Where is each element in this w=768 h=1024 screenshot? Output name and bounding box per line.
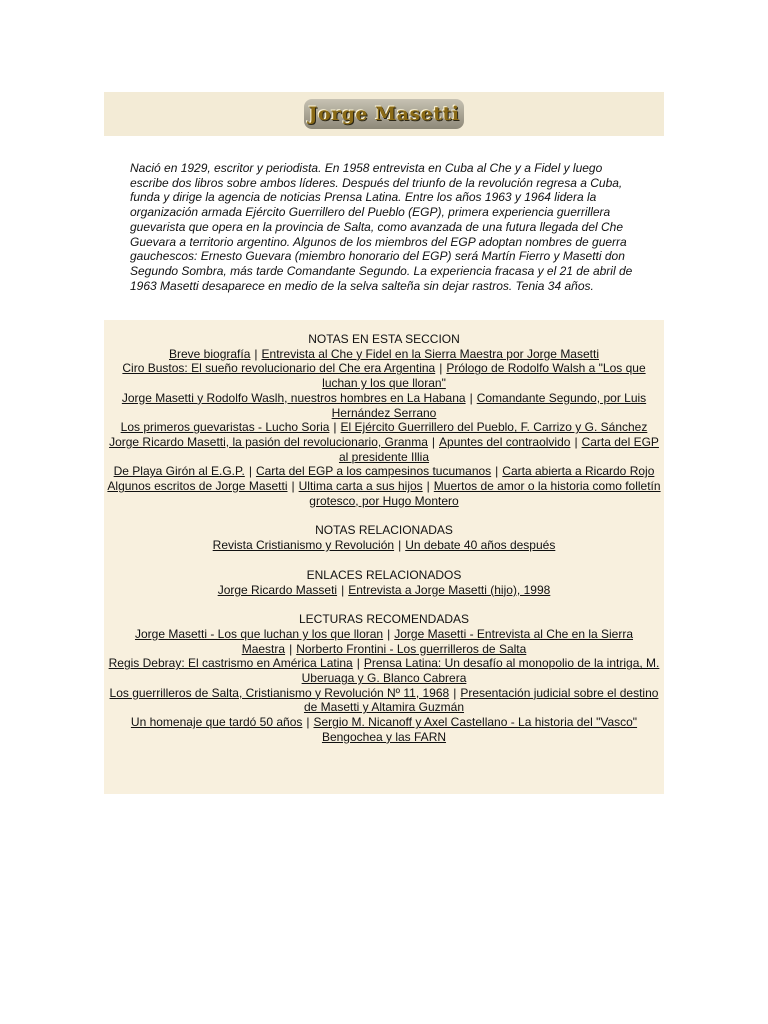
link-comandante-segundo[interactable]: Comandante Segundo, por Luis Hernández Serrano (331, 390, 647, 420)
link-jorge-ricardo-masseti[interactable]: Jorge Ricardo Masseti (217, 582, 338, 597)
link-revista-cristianismo[interactable]: Revista Cristianismo y Revolución (212, 538, 395, 553)
notes-panel (104, 320, 664, 794)
separator: | (469, 390, 473, 405)
page-title: Jorge Masetti (308, 103, 460, 125)
link-carta-illia[interactable]: Carta del EGP al presidente Illia (338, 434, 659, 464)
link-prensa-latina-desafio[interactable]: Prensa Latina: Un desafío al monopolio de la intriga, M. Uberuaga y G. Blanco Cabrera (301, 656, 660, 686)
link-guerrilleros-salta-revista[interactable]: Los guerrilleros de Salta, Cristianismo y Revolución Nº 11, 1968 (109, 685, 450, 700)
link-carta-ricardo-rojo[interactable]: Carta abierta a Ricardo Rojo (502, 464, 655, 479)
related-notes-links (104, 538, 664, 553)
link-carta-campesinos[interactable]: Carta del EGP a los campesinos tucumanos (255, 464, 492, 479)
link-debate-40-anos[interactable]: Un debate 40 años después (405, 538, 556, 553)
separator: | (341, 582, 345, 597)
link-apuntes-contraolvido[interactable]: Apuntes del contraolvido (439, 434, 571, 449)
separator: | (254, 346, 258, 361)
separator: | (356, 656, 360, 671)
separator: | (248, 464, 252, 479)
section-title-notas: NOTAS EN ESTA SECCION (308, 332, 460, 346)
separator: | (387, 626, 391, 641)
link-pasion-revolucionario[interactable]: Jorge Ricardo Masetti, la pasión del revolucionario, Granma (109, 434, 428, 449)
separator: | (453, 685, 457, 700)
separator: | (291, 479, 295, 494)
link-algunos-escritos[interactable]: Algunos escritos de Jorge Masetti (107, 479, 288, 494)
separator: | (431, 434, 436, 449)
link-entrevista-che-fidel[interactable]: Entrevista al Che y Fidel en la Sierra Maestra por Jorge Masetti (261, 346, 599, 361)
link-muertos-de-amor[interactable]: Muertos de amor o la historia como folletín grotesco, por Hugo Montero (309, 479, 661, 508)
separator: | (306, 715, 310, 730)
section-title-notas-relacionadas: NOTAS RELACIONADAS (315, 523, 453, 538)
separator: | (574, 434, 578, 449)
link-primeros-guevaristas[interactable]: Los primeros guevaristas - Lucho Soria (120, 420, 330, 435)
related-links (104, 583, 664, 598)
link-entrevista-hijo[interactable]: Entrevista a Jorge Masetti (hijo), 1998 (348, 582, 551, 597)
link-playa-giron[interactable]: De Playa Girón al E.G.P. (113, 464, 245, 479)
separator: | (439, 361, 443, 376)
separator: | (495, 464, 499, 479)
link-ciro-bustos[interactable]: Ciro Bustos: El sueño revolucionario del Che era Argentina (122, 361, 436, 376)
section-title-enlaces-relacionados: ENLACES RELACIONADOS (306, 567, 462, 582)
biography-text: Nació en 1929, escritor y periodista. En 1958 entrevista en Cuba al Che y a Fidel y luego escribe dos libros sobre ambos líderes. Después del triunfo de la revolución regresa a Cuba, funda y dirige la agencia de noticias Prensa Latina. Entre los años 1963 y 1964 lidera la organización armada Ejército Guerrillero del Pueblo (EGP), primera experiencia guerrillera guevarista que opera en la provincia de Salta, como avanzada de una futura llegada del Che Guevara a territorio argentino. Algunos de los miembros del EGP adoptan nombres de guerra gauchescos: Ernesto Guevara (miembro honorario del EGP) será Martín Fierro y Masetti don Segundo Sombra, más tarde Comandante Segundo. La experiencia fracasa y el 21 de abril de 1963 Masetti desaparece en medio de la selva salteña sin dejar rastros. Tenia 34 años. (130, 161, 633, 293)
separator: | (398, 538, 402, 553)
link-vasco-bengochea[interactable]: Sergio M. Nicanoff y Axel Castellano - La historia del "Vasco" Bengochea y las FARN (313, 715, 638, 744)
title-banner (104, 92, 664, 136)
link-frontini[interactable]: Norberto Frontini - Los guerrilleros de Salta (296, 641, 527, 656)
title-logo (304, 99, 464, 129)
link-homenaje-50-anos[interactable]: Un homenaje que tardó 50 años (130, 715, 303, 730)
section-title-lecturas-recomendadas: LECTURAS RECOMENDADAS (298, 612, 470, 627)
notes-links (104, 347, 664, 509)
link-breve-biografia[interactable]: Breve biografía (169, 346, 251, 361)
link-entrevista-sierra-maestra[interactable]: Jorge Masetti - Entrevista al Che en la Sierra Maestra (241, 626, 634, 656)
link-ejercito-guerrillero[interactable]: El Ejército Guerrillero del Pueblo, F. Carrizo y G. Sánchez (340, 420, 648, 435)
separator: | (289, 641, 293, 656)
separator: | (333, 420, 337, 435)
link-prologo-walsh[interactable]: Prólogo de Rodolfo Walsh a "Los que luchan y los que lloran" (322, 361, 646, 391)
separator: | (426, 479, 430, 494)
link-regis-debray[interactable]: Regis Debray: El castrismo en América Latina (108, 656, 353, 671)
link-los-que-luchan[interactable]: Jorge Masetti - Los que luchan y los que lloran (134, 626, 384, 641)
recommended-readings-links (104, 627, 664, 745)
link-ultima-carta[interactable]: Ultima carta a sus hijos (298, 479, 423, 494)
link-presentacion-judicial[interactable]: Presentación judicial sobre el destino de Masetti y Altamira Guzmán (303, 685, 659, 715)
link-masetti-walsh[interactable]: Jorge Masetti y Rodolfo Waslh, nuestros hombres en La Habana (121, 390, 466, 405)
